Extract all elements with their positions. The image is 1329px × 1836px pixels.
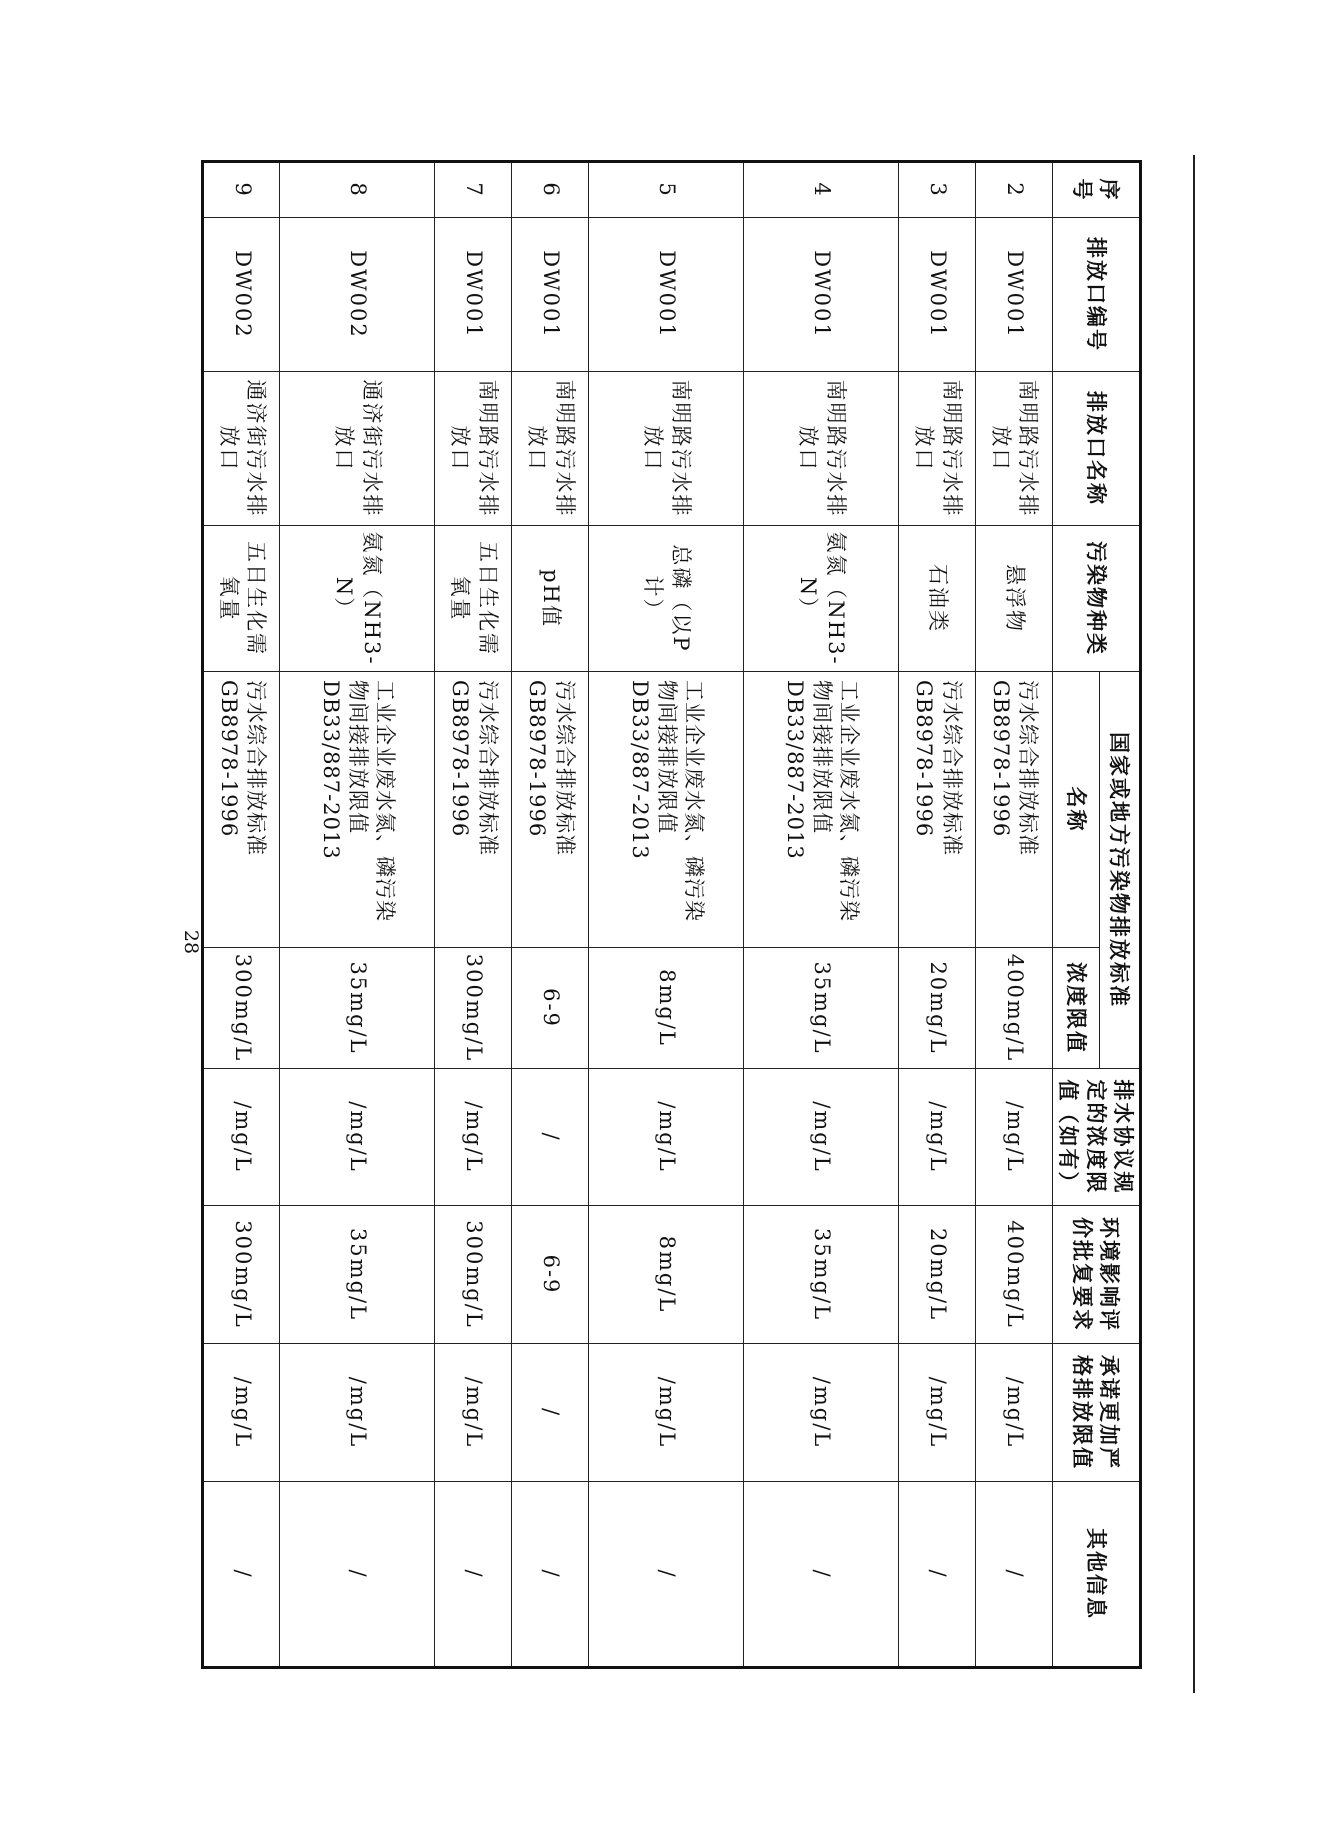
cell-eia-requirement: 35mg/L — [744, 1206, 899, 1344]
cell-outlet-name: 南明路污水排放口 — [899, 372, 976, 526]
header-commit-limit: 承诺更加严格排放限值 — [1053, 1344, 1141, 1482]
cell-agreement-limit: /mg/L — [280, 1069, 435, 1206]
cell-agreement-limit: /mg/L — [589, 1069, 744, 1206]
cell-other-info: / — [899, 1482, 976, 1668]
cell-agreement-limit: /mg/L — [744, 1069, 899, 1206]
cell-commit-limit: /mg/L — [203, 1344, 280, 1482]
cell-eia-requirement: 6-9 — [512, 1206, 589, 1344]
table-row — [512, 162, 589, 1668]
cell-std-name: 工业企业废水氮、磷污染物间接排放限值DB33/887-2013 — [589, 672, 744, 948]
cell-pollutant: 五日生化需氧量 — [435, 526, 512, 672]
cell-pollutant: 总磷（以P计） — [589, 526, 744, 672]
cell-agreement-limit: /mg/L — [203, 1069, 280, 1206]
header-std-limit: 浓度限值 — [1053, 948, 1100, 1069]
cell-std-name: 污水综合排放标准GB8978-1996 — [435, 672, 512, 948]
cell-std-limit: 300mg/L — [435, 948, 512, 1069]
cell-commit-limit: /mg/L — [744, 1344, 899, 1482]
cell-eia-requirement: 8mg/L — [589, 1206, 744, 1344]
cell-pollutant: 五日生化需氧量 — [203, 526, 280, 672]
cell-outlet-name: 通济街污水排放口 — [203, 372, 280, 526]
cell-pollutant: 氨氮（NH3-N） — [280, 526, 435, 672]
cell-outlet-name: 南明路污水排放口 — [512, 372, 589, 526]
cell-commit-limit: /mg/L — [976, 1344, 1053, 1482]
cell-pollutant: 悬浮物 — [976, 526, 1053, 672]
cell-outlet-code: DW002 — [280, 218, 435, 372]
cell-outlet-name: 南明路污水排放口 — [744, 372, 899, 526]
page-number: 28 — [180, 929, 202, 955]
cell-pollutant: pH值 — [512, 526, 589, 672]
cell-seq: 6 — [512, 162, 589, 218]
rotated-table-wrapper — [218, 160, 1142, 1666]
header-outlet-name: 排放口名称 — [1053, 372, 1141, 526]
table-body — [203, 162, 1053, 1668]
header-other-info: 其他信息 — [1053, 1482, 1141, 1668]
cell-outlet-code: DW001 — [976, 218, 1053, 372]
cell-eia-requirement: 300mg/L — [435, 1206, 512, 1344]
cell-commit-limit: / — [512, 1344, 589, 1482]
table-row — [435, 162, 512, 1668]
cell-other-info: / — [203, 1482, 280, 1668]
cell-seq: 4 — [744, 162, 899, 218]
cell-seq: 3 — [899, 162, 976, 218]
cell-other-info: / — [744, 1482, 899, 1668]
table-row — [899, 162, 976, 1668]
cell-other-info: / — [512, 1482, 589, 1668]
header-agreement-limit: 排水协议规定的浓度限值（如有） — [1053, 1069, 1141, 1206]
cell-pollutant: 石油类 — [899, 526, 976, 672]
cell-agreement-limit: /mg/L — [435, 1069, 512, 1206]
cell-seq: 7 — [435, 162, 512, 218]
header-national-standard: 国家或地方污染物排放标准 — [1099, 672, 1140, 1069]
cell-eia-requirement: 300mg/L — [203, 1206, 280, 1344]
cell-eia-requirement: 20mg/L — [899, 1206, 976, 1344]
cell-outlet-name: 通济街污水排放口 — [280, 372, 435, 526]
cell-pollutant: 氨氮（NH3-N） — [744, 526, 899, 672]
emission-standard-table — [201, 160, 1142, 1669]
cell-seq: 2 — [976, 162, 1053, 218]
cell-std-limit: 20mg/L — [899, 948, 976, 1069]
cell-std-name: 污水综合排放标准GB8978-1996 — [512, 672, 589, 948]
cell-std-limit: 35mg/L — [280, 948, 435, 1069]
table-row — [589, 162, 744, 1668]
cell-commit-limit: /mg/L — [899, 1344, 976, 1482]
cell-std-limit: 300mg/L — [203, 948, 280, 1069]
cell-eia-requirement: 400mg/L — [976, 1206, 1053, 1344]
cell-std-name: 工业企业废水氮、磷污染物间接排放限值DB33/887-2013 — [744, 672, 899, 948]
table-row — [744, 162, 899, 1668]
header-row — [1099, 162, 1140, 1668]
cell-std-name: 污水综合排放标准GB8978-1996 — [203, 672, 280, 948]
page-margin-rule — [1193, 155, 1195, 1693]
cell-seq: 5 — [589, 162, 744, 218]
cell-agreement-limit: /mg/L — [899, 1069, 976, 1206]
cell-outlet-code: DW001 — [589, 218, 744, 372]
cell-outlet-code: DW001 — [899, 218, 976, 372]
cell-seq: 8 — [280, 162, 435, 218]
cell-outlet-code: DW001 — [512, 218, 589, 372]
cell-agreement-limit: / — [512, 1069, 589, 1206]
table-row — [280, 162, 435, 1668]
cell-outlet-code: DW002 — [203, 218, 280, 372]
header-eia-requirement: 环境影响评价批复要求 — [1053, 1206, 1141, 1344]
cell-eia-requirement: 35mg/L — [280, 1206, 435, 1344]
cell-outlet-name: 南明路污水排放口 — [435, 372, 512, 526]
cell-outlet-code: DW001 — [435, 218, 512, 372]
header-outlet-code: 排放口编号 — [1053, 218, 1141, 372]
cell-std-limit: 8mg/L — [589, 948, 744, 1069]
header-std-name: 名称 — [1053, 672, 1100, 948]
cell-std-limit: 35mg/L — [744, 948, 899, 1069]
cell-outlet-code: DW001 — [744, 218, 899, 372]
cell-std-limit: 400mg/L — [976, 948, 1053, 1069]
cell-std-name: 工业企业废水氮、磷污染物间接排放限值DB33/887-2013 — [280, 672, 435, 948]
cell-outlet-name: 南明路污水排放口 — [589, 372, 744, 526]
cell-seq: 9 — [203, 162, 280, 218]
table-row — [976, 162, 1053, 1668]
header-pollutant: 污染物种类 — [1053, 526, 1141, 672]
header-seq: 序号 — [1053, 162, 1141, 218]
cell-other-info: / — [280, 1482, 435, 1668]
cell-commit-limit: /mg/L — [280, 1344, 435, 1482]
table-row — [203, 162, 280, 1668]
cell-other-info: / — [976, 1482, 1053, 1668]
cell-std-limit: 6-9 — [512, 948, 589, 1069]
cell-commit-limit: /mg/L — [589, 1344, 744, 1482]
cell-other-info: / — [435, 1482, 512, 1668]
cell-std-name: 污水综合排放标准GB8978-1996 — [976, 672, 1053, 948]
cell-commit-limit: /mg/L — [435, 1344, 512, 1482]
cell-agreement-limit: /mg/L — [976, 1069, 1053, 1206]
cell-other-info: / — [589, 1482, 744, 1668]
cell-std-name: 污水综合排放标准GB8978-1996 — [899, 672, 976, 948]
cell-outlet-name: 南明路污水排放口 — [976, 372, 1053, 526]
